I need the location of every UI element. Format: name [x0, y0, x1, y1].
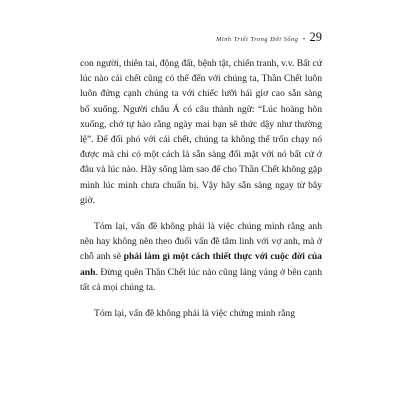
- paragraph-2-text: Tóm lại, vấn đề không phải là việc chúng mình rằng anh nên hay không nên theo đuổi vấn đề tâm linh với vợ anh, mà ở chỗ anh sẽ phải làm gì một cách thiết thực với cuộc đời của anh. Đừng quên Thần Chết lúc nào cũng lảng vảng ở bên cạnh tất cả mọi chúng ta.: [80, 221, 322, 293]
- header-separator: -: [302, 33, 306, 43]
- running-header: [216, 30, 322, 45]
- page-number: 29: [309, 30, 322, 44]
- paragraph-1: con người, thiên tai, động đất, bệnh tật, chiến tranh, v.v. Bất cứ lúc nào cái chết cũng có thể đến với chúng ta, Thần Chết luôn luôn đứng cạnh chúng ta với chiếc lưỡi hái giơ cao sẵn sàng bổ xuống. Người châu Á có câu thành ngữ: “Lúc hoàng hôn xuống, chớ tự hào rằng ngày mai bạn sẽ thức dậy như thường lệ”. Để đối phó với cái chết, chúng ta không thể trốn chạy nó được mà chỉ có một cách là sẵn sàng đối mặt với nó bất cứ ở đâu và lúc nào. Hãy sống làm sao để cho Thần Chết không gặp mình lúc mình chưa chuẩn bị. Vậy hãy sẵn sàng ngay từ bây giờ.: [80, 58, 322, 206]
- running-title: Minh Triết Trong Đời Sống: [216, 36, 299, 43]
- body-text: [80, 56, 322, 321]
- paragraph-2: [80, 219, 322, 295]
- emphasized-phrase: phải làm gì một cách thiết thực với cuộc đời của anh: [80, 251, 322, 278]
- paragraph-3: Tóm lại, vấn đề không phải là việc chứng minh rằng: [94, 308, 296, 320]
